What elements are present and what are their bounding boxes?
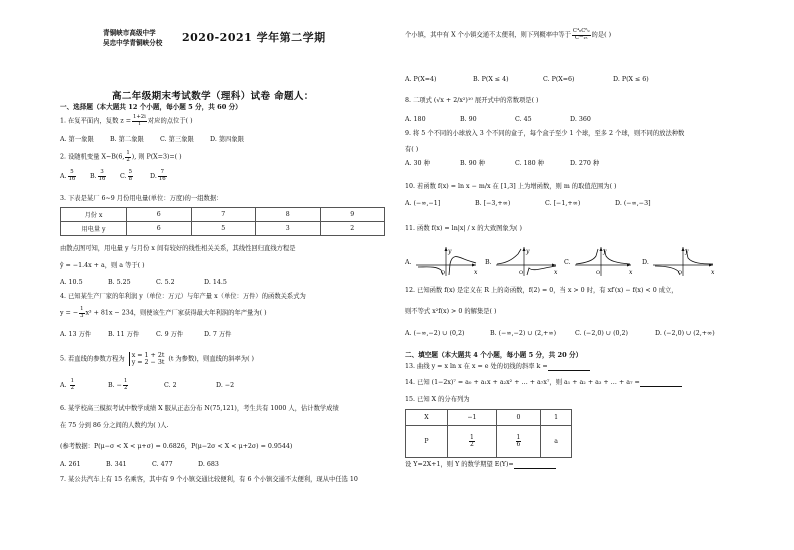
- q11-option-d-label: D.: [642, 259, 649, 266]
- q11-axis-y-label: y: [603, 248, 607, 255]
- q11-option-c-label: C.: [564, 259, 571, 266]
- q1-stem: 1. 在复平面内，复数 z = $\frac{1+2i}{i}$ 对应的点位于( ): [60, 114, 193, 127]
- q9-options: A. 30 种 B. 90 种 C. 180 种 D. 270 种: [405, 160, 600, 167]
- answer-blank: [640, 381, 682, 387]
- q4-line2: y = − $\frac{1}{3}$ x³ + 81x − 234，则使该生产厂家获得最大年利润的年产量为( ): [60, 306, 267, 319]
- q15-stem: 15. 已知 X 的分布列为: [405, 396, 470, 403]
- q10-stem: 10. 若函数 f(x) = ln x − m/x 在 [1,3] 上为增函数，则 m 的取值范围为( ): [405, 183, 617, 190]
- table-row: X −1 0 1: [406, 410, 572, 426]
- q11-axis-x-label: x: [554, 269, 558, 276]
- q13: 13. 曲线 y = x ln x 在 x = e 处的切线的斜率 k =: [405, 363, 590, 371]
- exam-title: 高二年级期末考试数学（理科）试卷 命题人：: [112, 91, 314, 102]
- section-1-heading: 一、选择题（本大题共 12 个小题，每小题 5 分，共 60 分）: [60, 103, 242, 111]
- q11-origin-label: O: [519, 270, 524, 276]
- q8-stem: 8. 二项式 (√x + 2/x²)¹⁰ 展开式中的常数项是( ): [405, 97, 539, 104]
- q5-options: A. $\frac{1}{2}$ B. − $\frac{1}{2}$ C. 2 D. −2: [60, 378, 235, 391]
- q9-line1: 9. 将 5 个不同的小球放入 3 个不同的盒子，每个盒子至少 1 个球，至多 2 个球，则不同的放法种数: [405, 130, 685, 137]
- q15-distribution-table: [405, 409, 572, 458]
- table-row: 用电量 y 6 5 3 2: [61, 222, 385, 236]
- q11-origin-label: O: [678, 270, 683, 276]
- q1-fraction: $\frac{1+2i}{i}$: [132, 114, 146, 127]
- q12-line2: 则不等式 x²f(x) > 0 的解集是( ): [405, 308, 497, 315]
- q3-line3: ŷ = −1.4x + a，则 a 等于( ): [60, 262, 145, 269]
- q11-axis-x-label: x: [629, 269, 633, 276]
- q7-line1: 7. 某公共汽车上有 15 名乘客，其中有 9 个小镇交通比较便利，有 6 个小镇交通不太便利，现从中任选 10: [60, 476, 358, 483]
- q10-options: A. (−∞,−1] B. [−3,+∞) C. [−1,+∞) D. (−∞,−3]: [405, 200, 651, 207]
- q6-reference: (参考数据：P(μ−σ < X < μ+σ) = 0.6826，P(μ−2σ < X < μ+2σ) = 0.9544): [60, 443, 293, 450]
- q2-stem: 2. 设随机变量 X~B(6, $\frac{1}{2}$ ), 则 P(X=3)=( ): [60, 150, 182, 163]
- school-name-line2: 吴忠中学青铜峡分校: [103, 39, 163, 47]
- q11-graph-d: [651, 244, 717, 278]
- q11-axis-x-label: x: [474, 269, 478, 276]
- q12-options: A. (−∞,−2) ∪ (0,2) B. (−∞,−2) ∪ (2,+∞) C. (−2,0) ∪ (0,2) D. (−2,0) ∪ (2,+∞): [405, 330, 715, 337]
- q12-line1: 12. 已知函数 f(x) 是定义在 R 上的奇函数，f(2) = 0，当 x > 0 时，有 xf′(x) − f(x) < 0 成立，: [405, 287, 678, 294]
- q5-stem: 5. 若直线的参数方程为 x = 1 + 2t y = 2 − 3t (t 为参数)，则直线的斜率为( ): [60, 352, 255, 367]
- q7-line2: 个小镇，其中有 X 个小镇交通不太便利，则下列概率中等于 $\frac{\text{C⁴₆C⁶₉}}{\text{C¹⁰₁₅}}$ 的是( ): [405, 28, 612, 41]
- year-term: 2020-2021 学年第二学期: [182, 31, 326, 44]
- q4-options: A. 13 万件 B. 11 万件 C. 9 万件 D. 7 万件: [60, 331, 232, 338]
- q11-axis-x-label: x: [711, 269, 715, 276]
- q6-options: A. 261 B. 341 C. 477 D. 683: [60, 461, 219, 468]
- q9-line2: 有( ): [405, 146, 419, 153]
- q11-axis-y-label: y: [526, 248, 530, 255]
- q1-options: A. 第一象限 B. 第二象限 C. 第三象限 D. 第四象限: [60, 136, 245, 143]
- table-row: 月份 x 6 7 8 9: [61, 208, 385, 222]
- q8-options: A. 180 B. 90 C. 45 D. 360: [405, 116, 591, 123]
- q4-line1: 4. 已知某生产厂家的年利润 y（单位：万元）与年产量 x（单位：万件）的函数关系式为: [60, 293, 306, 300]
- answer-blank: [514, 463, 556, 469]
- q2-options: A. $\frac{5}{16}$ B. $\frac{3}{16}$ C. $\frac{5}{8}$ D. $\frac{7}{16}$: [60, 169, 166, 182]
- q3-stem: 3. 下表是某厂 6~9 月份用电量(单位：万度)的一组数据：: [60, 195, 223, 202]
- q6-line1: 6. 某学校高三模拟考试中数学成绩 X 服从正态分布 N(75,121)，考生共有 1000 人，估计数学成绩: [60, 405, 339, 412]
- q5-parametric-system: x = 1 + 2t y = 2 − 3t: [129, 352, 165, 366]
- q11-origin-label: O: [596, 270, 601, 276]
- q11-graph-b: [494, 244, 560, 278]
- q3-line2: 由散点图可知，用电量 y 与月份 x 间有较好的线性相关关系，其线性回归直线方程是: [60, 245, 296, 252]
- table-row: P $\frac{1}{2}$ $\frac{1}{6}$ a: [406, 426, 572, 458]
- q11-option-a-label: A.: [405, 259, 412, 266]
- q11-axis-y-label: y: [685, 248, 689, 255]
- q14: 14. 已知 (1−2x)⁷ = a₀ + a₁x + a₂x² + … + a₇x⁷，则 a₁ + a₂ + a₃ + … + a₇ =: [405, 379, 682, 387]
- q3-options: A. 10.5 B. 5.25 C. 5.2 D. 14.5: [60, 279, 227, 286]
- q11-graph-c: [573, 244, 635, 278]
- q11-option-b-label: B.: [485, 259, 492, 266]
- q15-tail: 设 Y=2X+1，则 Y 的数学期望 E(Y)=: [405, 461, 556, 469]
- q11-origin-label: O: [441, 270, 446, 276]
- q7-options: A. P(X=4) B. P(X ≤ 4) C. P(X=6) D. P(X ≤ 6): [405, 76, 649, 83]
- q11-stem: 11. 函数 f(x) = ln|x| / x 的大致图象为( ): [405, 225, 522, 232]
- school-name-line1: 青铜峡市高级中学: [103, 29, 156, 37]
- q11-axis-y-label: y: [448, 248, 452, 255]
- section-2-heading: 二、填空题（本大题共 4 个小题，每小题 5 分，共 20 分）: [405, 351, 583, 359]
- q3-table: [60, 207, 385, 236]
- answer-blank: [548, 365, 590, 371]
- q11-graph-a: [414, 244, 480, 278]
- q6-line2: 在 75 分到 86 分之间的人数约为( )人.: [60, 422, 169, 429]
